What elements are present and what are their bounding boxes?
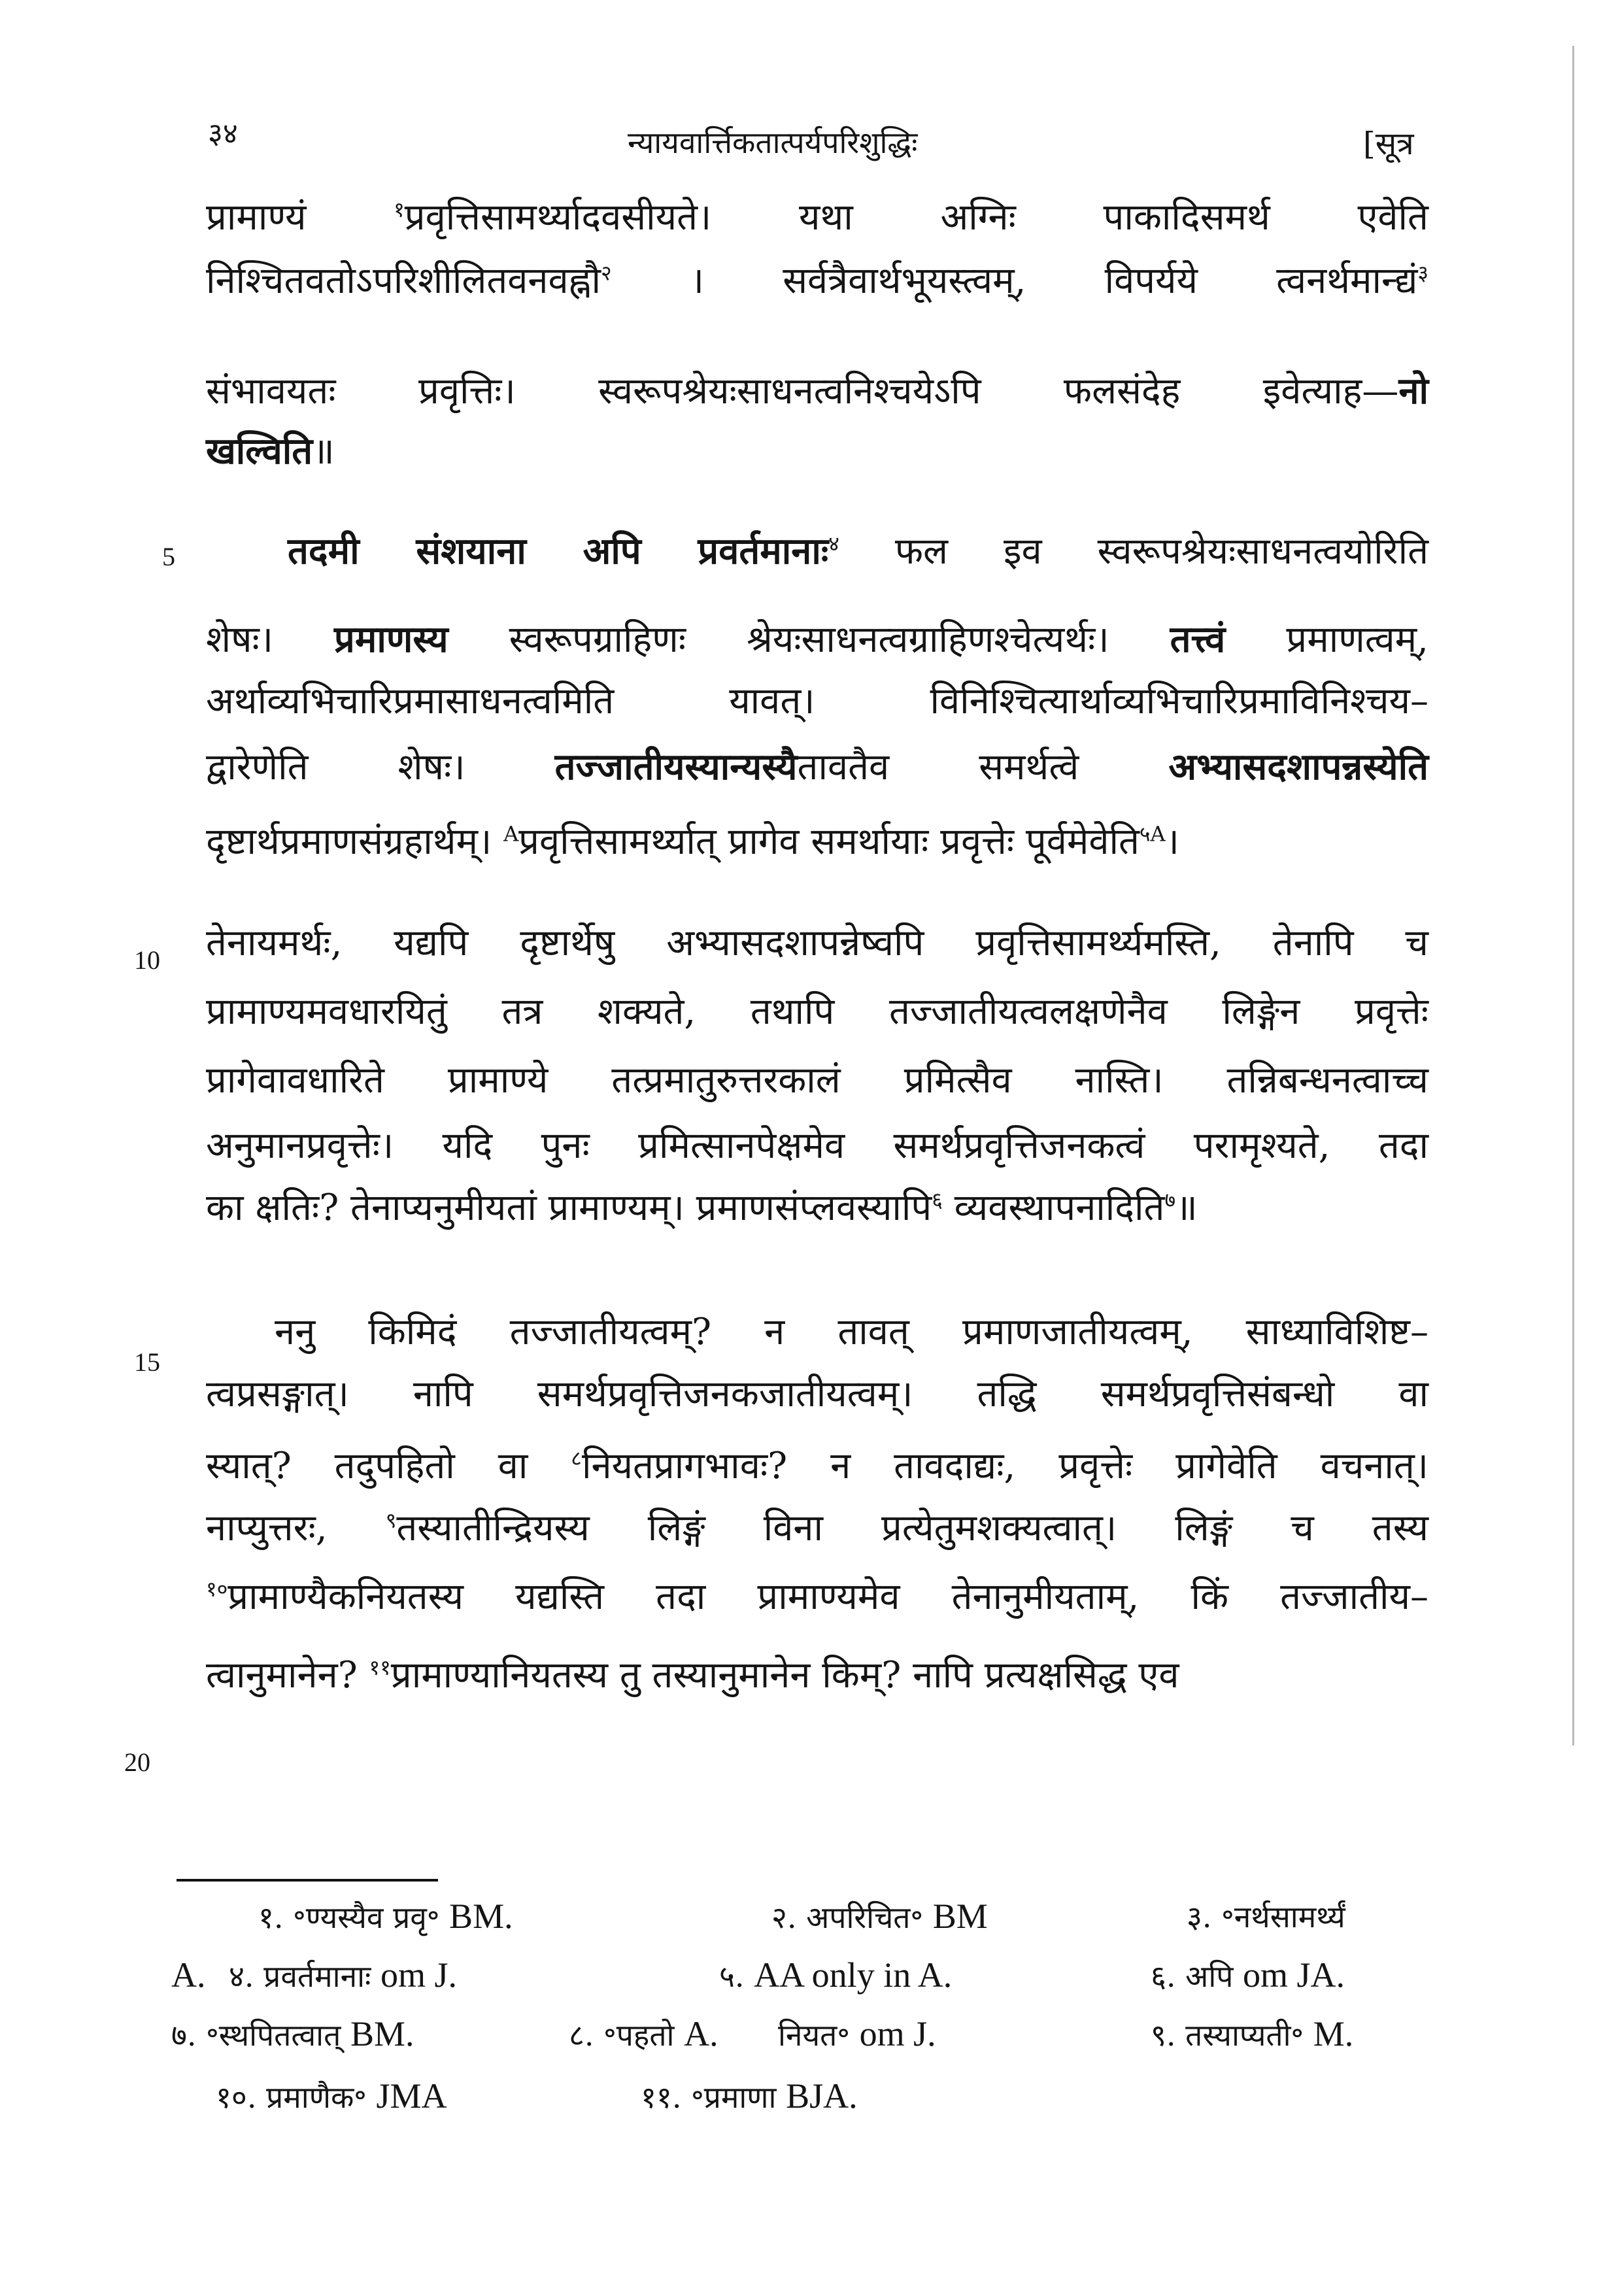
footnote-number: ११. <box>641 2080 682 2115</box>
footnote-sigla: JMA <box>376 2076 447 2116</box>
text-run: नियतप्रागभावः? न तावदाद्यः, प्रवृत्तेः प्रागेवेति वचनात्। <box>581 1445 1428 1487</box>
footnote-number: ८. <box>569 2017 594 2053</box>
footnote-ref: ११ <box>369 1655 391 1680</box>
lemma: अभ्यासदशापन्नस्येति <box>1168 745 1429 788</box>
body-line <box>206 981 1428 1043</box>
text-run: प्रवृत्तिसामर्थ्यात् प्रागेव समर्थायाः प्रवृत्तेः पूर्वमेवेति <box>518 820 1140 863</box>
text-run: द्वारेणेति शेषः। <box>206 746 555 788</box>
text-run: प्रामाण्यानियतस्य तु तस्यानुमानेन किम्? नापि प्रत्यक्षसिद्ध एव <box>390 1654 1179 1697</box>
body-line <box>206 420 1428 483</box>
running-title: न्यायवार्त्तिकतात्पर्यपरिशुद्धिः <box>628 125 918 160</box>
footnote <box>569 2014 718 2055</box>
footnote-reading: ॰पहतो <box>603 2017 675 2053</box>
footnote-ref: ६ <box>932 1187 943 1213</box>
footnote-sigla: BM. <box>449 1897 513 1936</box>
footnote-sigla: BM. <box>350 2014 414 2053</box>
footnote-reading: अपि <box>1185 1959 1234 1994</box>
text-run: प्रामाण्यं <box>206 196 394 239</box>
text-run: संभावयतः प्रवृत्तिः। स्वरूपश्रेयःसाधनत्वनिश्चयेऽपि फलसंदेह इवेत्याह— <box>206 370 1399 413</box>
text-run: तस्यातीन्द्रियस्य लिङ्गं विना प्रत्येतुमशक्यत्वात्। लिङ्गं च तस्य <box>396 1507 1428 1549</box>
lemma: खल्विति <box>206 430 313 473</box>
line-number: 20 <box>124 1747 150 1777</box>
footnote-ref: ८ <box>571 1445 582 1471</box>
footnote <box>258 1896 513 1937</box>
footnote-reading: ॰स्थपितत्वात् <box>206 2017 341 2053</box>
footnote-reading: ॰प्रमाणा <box>691 2080 777 2115</box>
body-line <box>206 250 1428 312</box>
footnote-sigla: A. <box>171 1955 206 1995</box>
body-line <box>206 1644 1428 1707</box>
scan-edge-shadow <box>1572 46 1574 1746</box>
footnote-sigla: om J. <box>859 2014 936 2053</box>
body-line <box>206 811 1428 873</box>
text-run: प्रामाण्यमवधारयितुं तत्र शक्यते, तथापि तज्जातीयत्वलक्षणेनैव लिङ्गेन प्रवृत्तेः <box>206 990 1428 1033</box>
body-line <box>206 1497 1428 1560</box>
text-run: त्वानुमानेन? <box>206 1654 369 1697</box>
footnote-ref: ४ <box>828 531 839 556</box>
body-line <box>206 1566 1428 1629</box>
footnote-rule <box>177 1879 438 1882</box>
body-line <box>206 1115 1428 1177</box>
footnote-reading: ॰ण्यस्यैव प्रवृ॰ <box>293 1900 440 1935</box>
footnote <box>1151 1955 1345 1996</box>
text-run: ॥ <box>1175 1187 1198 1229</box>
text-run: । <box>1165 820 1179 863</box>
text-run: ननु किमिदं तज्जातीयत्वम्? न तावत् प्रमाणजातीयत्वम्, साध्याविशिष्ट– <box>275 1311 1428 1353</box>
footnote-ref: ५A <box>1139 821 1166 847</box>
body-line <box>206 670 1428 733</box>
footnote <box>229 1955 457 1996</box>
text-run: स्यात्? तदुपहितो वा <box>206 1445 571 1487</box>
footnote <box>771 1896 988 1937</box>
text-run: व्यवस्थापनादिति <box>942 1187 1165 1229</box>
body-line <box>206 1049 1428 1112</box>
footnote <box>1187 1896 1345 1936</box>
body-line <box>206 1177 1428 1240</box>
footnote-number: १०. <box>216 2080 257 2115</box>
footnote-number: ७. <box>171 2017 197 2053</box>
footnote-sigla: BM <box>932 1897 988 1936</box>
footnote-number: ६. <box>1151 1959 1176 1994</box>
body-line <box>206 912 1428 975</box>
footnote-number: ४. <box>229 1959 254 1994</box>
footnote-number: ५. <box>719 1959 745 1994</box>
lemma: नो <box>1398 369 1428 413</box>
text-run: फल इव स्वरूपश्रेयःसाधनत्वयोरिति <box>839 530 1428 573</box>
text-run: प्रवृत्तिसामर्थ्यादवसीयते। यथा अग्निः पाकादिसमर्थ एवेति <box>404 196 1428 239</box>
text-run: प्रामाण्यैकनियतस्य यद्यस्ति तदा प्रामाण्यमेव तेनानुमीयताम्, किं तज्जातीय– <box>228 1576 1428 1618</box>
line-number: 10 <box>134 945 160 975</box>
footnote-ref: ७ <box>1164 1187 1176 1213</box>
footnote-sigla: A. <box>684 2014 718 2053</box>
body-line <box>275 1301 1428 1364</box>
body-line <box>288 520 1428 583</box>
footnote-sigla: om JA. <box>1242 1955 1345 1995</box>
footnote-reading: ॰नर्थसामर्थ्यं <box>1221 1899 1345 1934</box>
text-run: तेनायमर्थः, यद्यपि दृष्टार्थेषु अभ्यासदशापन्नेष्वपि प्रवृत्तिसामर्थ्यमस्ति, तेनापि च <box>206 922 1428 964</box>
footnote <box>171 2014 414 2055</box>
line-number: 5 <box>162 542 175 571</box>
footnote-number: १. <box>258 1900 284 1935</box>
lemma: तत्त्वं <box>1170 618 1226 661</box>
footnote-ref: A <box>503 821 519 847</box>
footnote <box>1151 2014 1353 2055</box>
text-run: अनुमानप्रवृत्तेः। यदि पुनः प्रमित्सानपेक्षमेव समर्थप्रवृत्तिजनकत्वं परामृश्यते, तदा <box>206 1124 1428 1167</box>
section-marker: [सूत्र <box>1363 126 1414 162</box>
body-line <box>206 186 1428 249</box>
footnote-sigla: M. <box>1313 2014 1354 2053</box>
footnote-reading: तस्याप्यती॰ <box>1185 2017 1304 2053</box>
footnote-ref: ९ <box>385 1508 397 1533</box>
footnote <box>719 1955 952 1996</box>
footnote-sigla: BJA. <box>786 2076 858 2116</box>
body-line <box>206 360 1428 423</box>
text-run: त्वप्रसङ्गात्। नापि समर्थप्रवृत्तिजनकजातीयत्वम्। तद्धि समर्थप्रवृत्तिसंबन्धो वा <box>206 1373 1428 1415</box>
footnote <box>778 2014 936 2055</box>
text-run: प्रमाणत्वम्, <box>1225 618 1428 661</box>
footnote <box>171 1955 206 1995</box>
text-run: तावतैव समर्थत्वे <box>797 746 1169 788</box>
text-run: प्रागेवावधारिते प्रामाण्ये तत्प्रमातुरुत्तरकालं प्रमित्सैव नास्ति। तन्निबन्धनत्वाच्च <box>206 1059 1428 1102</box>
body-line <box>206 608 1428 671</box>
text-run: शेषः। <box>206 618 335 661</box>
page-number: ३४ <box>208 117 238 150</box>
footnote-ref: २ <box>600 260 612 286</box>
text-run: दृष्टार्थप्रमाणसंग्रहार्थम्। <box>206 820 504 863</box>
text-run: स्वरूपग्राहिणः श्रेयःसाधनत्वग्राहिणश्चेत्यर्थः। <box>448 618 1170 661</box>
lemma: तज्जातीयस्यान्यस्यै <box>554 745 798 788</box>
body-line <box>206 1435 1428 1498</box>
body-line <box>206 735 1428 799</box>
lemma: तदमी संशयाना अपि प्रवर्तमानाः <box>288 530 829 573</box>
text-run: ॥ <box>313 430 335 473</box>
footnote <box>216 2076 447 2117</box>
footnote-reading: प्रमाणैक॰ <box>266 2080 367 2115</box>
text-run: निश्चितवतोऽपरिशीलितवनवह्नौ <box>206 260 601 302</box>
lemma: प्रमाणस्य <box>334 618 448 661</box>
footnote-number: ३. <box>1187 1899 1212 1934</box>
footnote-ref: १० <box>206 1576 228 1602</box>
text-run: का क्षतिः? तेनाप्यनुमीयतां प्रामाण्यम्। प्रमाणसंप्लवस्यापि <box>206 1187 932 1229</box>
footnote-reading: नियत॰ <box>778 2017 850 2053</box>
footnote-number: ९. <box>1151 2017 1176 2053</box>
body-line <box>206 1363 1428 1426</box>
footnote <box>641 2076 858 2117</box>
text-run: । सर्वत्रैवार्थभूयस्त्वम्, विपर्यये त्वनर्थमान्द्यं <box>611 260 1418 302</box>
text-run: अर्थाव्यभिचारिप्रमासाधनत्वमिति यावत्। विनिश्चित्यार्थाव्यभिचारिप्रमाविनिश्चय– <box>206 680 1428 722</box>
footnote-number: २. <box>771 1900 797 1935</box>
footnote-sigla: AA only in A. <box>754 1955 953 1995</box>
footnote-ref: ३ <box>1417 260 1428 286</box>
footnote-ref: १ <box>394 197 405 222</box>
footnote-reading: अपरिचित॰ <box>806 1900 924 1935</box>
line-number: 15 <box>134 1347 160 1377</box>
footnote-reading: प्रवर्तमानाः <box>263 1959 371 1994</box>
footnote-sigla: om J. <box>380 1955 457 1995</box>
text-run: नाप्युत्तरः, <box>206 1507 386 1549</box>
